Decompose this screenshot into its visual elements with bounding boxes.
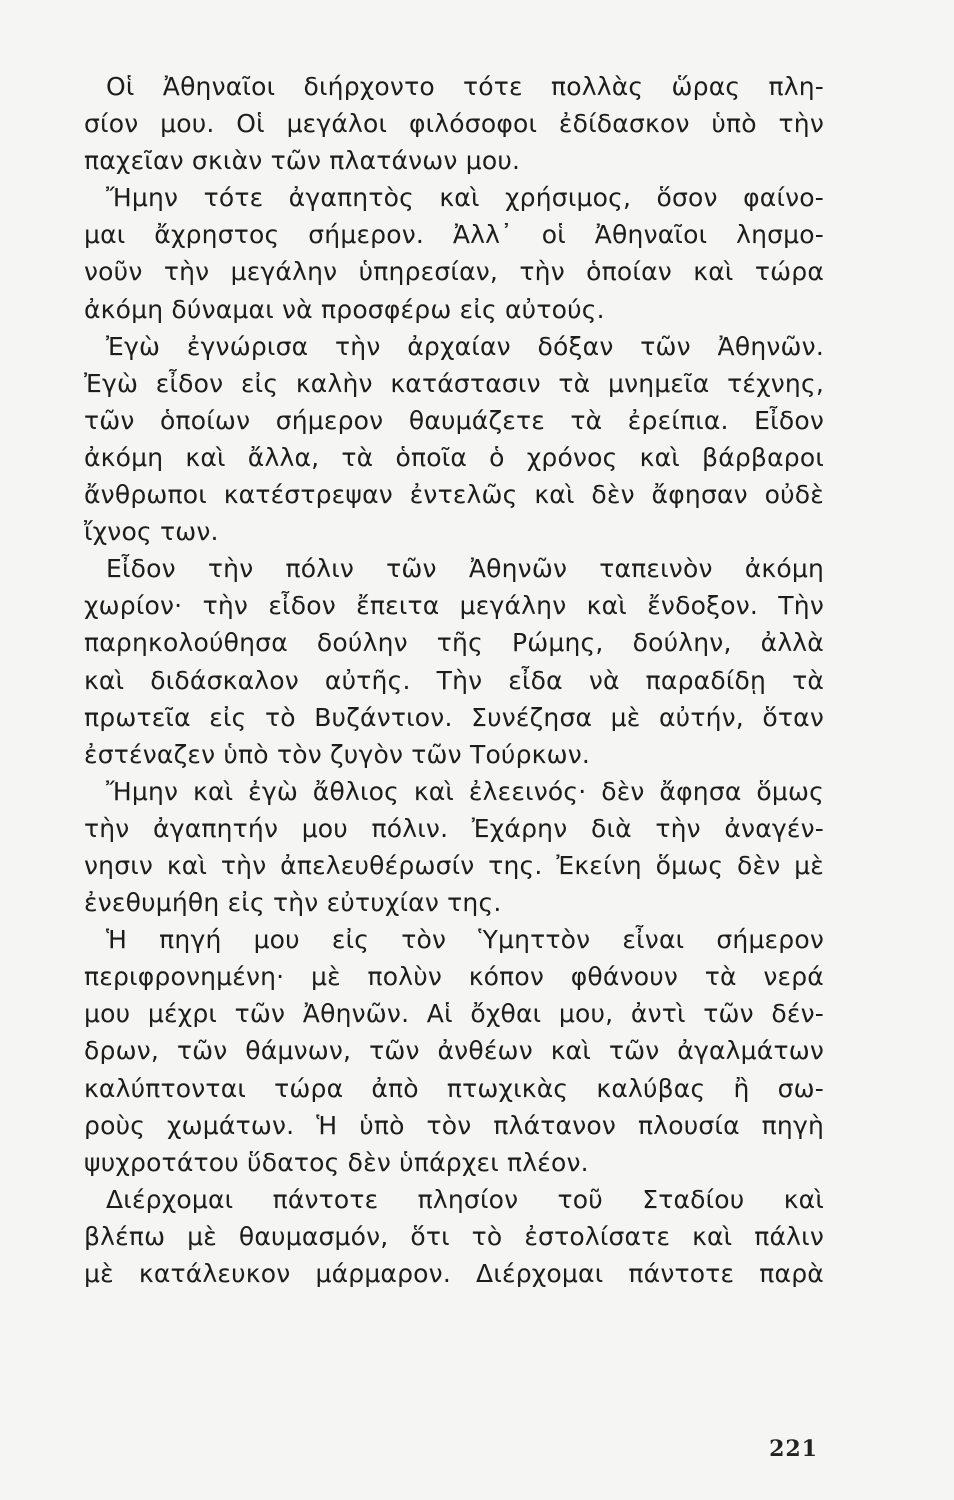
text-line: τὴν ἀγαπητήν μου πόλιν. Ἐχάρην διὰ τὴν ἀναγέν- (84, 813, 824, 843)
text-line: περιφρονημένη· μὲ πολὺν κόπον φθάνουν τὰ νερά (84, 962, 824, 992)
text-line: Ἤμην καὶ ἐγὼ ἄθλιος καὶ ἐλεεινός· δὲν ἄφησα ὅμως (106, 776, 824, 806)
text-line: πρωτεῖα εἰς τὸ Βυζάντιον. Συνέζησα μὲ αὐτήν, ὅταν (84, 702, 824, 732)
text-line: καλύπτονται τώρα ἀπὸ πτωχικὰς καλύβας ἢ σω- (84, 1073, 824, 1103)
text-line: παρηκολούθησα δούλην τῆς Ρώμης, δούλην, ἀλλὰ (84, 628, 824, 658)
text-line: τῶν ὁποίων σήμερον θαυμάζετε τὰ ἐρείπια. Εἶδον (84, 405, 824, 435)
text-line: βλέπω μὲ θαυμασμόν, ὅτι τὸ ἐστολίσατε καὶ πάλιν (84, 1221, 824, 1251)
text-line: νησιν καὶ τὴν ἀπελευθέρωσίν της. Ἐκείνη ὅμως δὲν μὲ (84, 850, 824, 880)
page-number: 221 (769, 1436, 818, 1462)
text-line: Εἶδον τὴν πόλιν τῶν Ἀθηνῶν ταπεινὸν ἀκόμη (106, 554, 824, 584)
text-line: Ἤμην τότε ἀγαπητὸς καὶ χρήσιμος, ὅσον φαίνο- (106, 183, 824, 213)
text-line: Οἱ Ἀθηναῖοι διήρχοντο τότε πολλὰς ὥρας πλη- (106, 72, 824, 101)
text-line: ψυχροτάτου ὕδατος δὲν ὑπάρχει πλέον. (84, 1147, 589, 1177)
text-line: ἴχνος των. (84, 517, 219, 547)
text-line: μὲ κατάλευκον μάρμαρον. Διέρχομαι πάντοτε παρὰ (84, 1259, 824, 1288)
text-line: νοῦν τὴν μεγάλην ὑπηρεσίαν, τὴν ὁποίαν καὶ τώρα (84, 257, 824, 287)
text-line: χωρίον· τὴν εἶδον ἔπειτα μεγάλην καὶ ἔνδοξον. Τὴν (84, 591, 824, 621)
text-line: δρων, τῶν θάμνων, τῶν ἀνθέων καὶ τῶν ἀγαλμάτων (84, 1036, 824, 1066)
text-line: ἐνεθυμήθη εἰς τὴν εὐτυχίαν της. (84, 888, 502, 918)
text-line: μαι ἄχρηστος σήμερον. Ἀλλ᾽ οἱ Ἀθηναῖοι λησμο- (84, 220, 824, 250)
text-line: σίον μου. Οἱ μεγάλοι φιλόσοφοι ἐδίδασκον ὑπὸ τὴν (84, 109, 824, 139)
text-line: Ἐγὼ ἐγνώρισα τὴν ἀρχαίαν δόξαν τῶν Ἀθηνῶν. (106, 331, 824, 361)
body-text (84, 68, 824, 1292)
text-line: καὶ διδάσκαλον αὐτῆς. Τὴν εἶδα νὰ παραδίδῃ τὰ (84, 665, 824, 695)
text-line: ἀκόμη δύναμαι νὰ προσφέρω εἰς αὐτούς. (84, 294, 605, 324)
text-line: παχεῖαν σκιὰν τῶν πλατάνων μου. (84, 146, 521, 176)
text-line: ἄνθρωποι κατέστρεψαν ἐντελῶς καὶ δὲν ἄφησαν οὐδὲ (84, 480, 824, 510)
text-line: ἐστέναζεν ὑπὸ τὸν ζυγὸν τῶν Τούρκων. (84, 739, 591, 769)
text-line: ἀκόμη καὶ ἄλλα, τὰ ὁποῖα ὁ χρόνος καὶ βάρβαροι (84, 442, 824, 472)
text-line: Ἐγὼ εἶδον εἰς καλὴν κατάστασιν τὰ μνημεῖα τέχνης, (84, 368, 824, 398)
text-line: Διέρχομαι πάντοτε πλησίον τοῦ Σταδίου καὶ (106, 1184, 824, 1214)
text-line: ροὺς χωμάτων. Ἡ ὑπὸ τὸν πλάτανον πλουσία πηγὴ (84, 1110, 824, 1140)
text-line: μου μέχρι τῶν Ἀθηνῶν. Αἱ ὄχθαι μου, ἀντὶ τῶν δέν- (84, 999, 824, 1029)
text-line: Ἡ πηγή μου εἰς τὸν Ὑμηττὸν εἶναι σήμερον (106, 925, 824, 955)
